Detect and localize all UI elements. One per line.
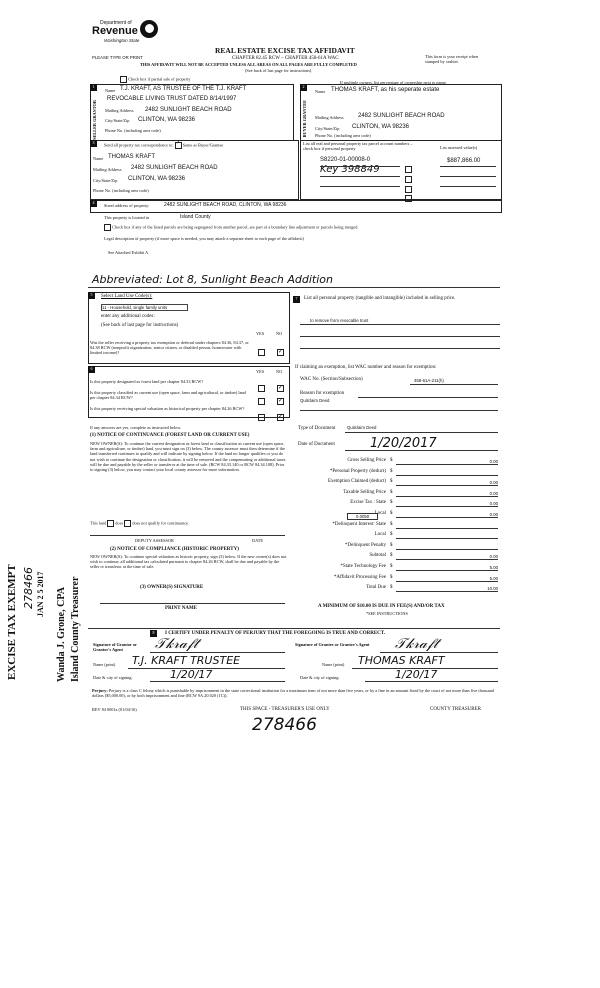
calc-row-label: Exemption Claimed (deduct) (327, 479, 386, 484)
deputy-assessor: DEPUTY ASSESSOR (135, 538, 174, 543)
calc-row-line (396, 538, 498, 539)
certify-statement: I CERTIFY UNDER PENALTY OF PERJURY THAT THE FOREGOING IS TRUE AND CORRECT. (165, 631, 386, 636)
personal-property-value[interactable]: to remove from revocable trust (310, 318, 369, 323)
reason-value[interactable]: Quitclaim Deed (300, 398, 330, 403)
legal-label: Legal description of property (if more space is needed, you may attach a separate sheet to each page of the affidavit) (104, 236, 304, 241)
calc-row-line (396, 464, 498, 465)
section-6-marker: 6 (88, 366, 95, 373)
location-section (90, 200, 502, 213)
q1-yes-checkbox[interactable] (258, 343, 265, 361)
land-qualify: This land does does not qualify for continuance. (90, 520, 190, 526)
legal-handwritten: Abbreviated: Lot 8, Sunlight Beach Addition (92, 273, 334, 286)
section-2-marker: 2 (300, 84, 307, 91)
parcel-header: List all real and personal property tax parcel account numbers – check box if personal property (303, 141, 413, 152)
stamp-name: Wanda J. Grone, CPA (56, 587, 67, 682)
county-treasurer: COUNTY TREASURER (430, 707, 481, 712)
notice-body: NEW OWNER(S): To continue the current designation as forest land or classification as current use (open space, farm and agriculture, or timber) land, you must sign on (3) below. The county assessor must then determine if the land transferred continues to qualify and will indicate by signing below. If the land no longer qualifies or you do not wish to continue the designation or classification, it will be removed and the compensating or additional taxes will be due and payable by the seller or transferor at the time of sale. (RCW 84.33.140 or RCW 84.34.108). Prior to signing (3) below, you may contact your local county assessor for more information. (90, 441, 286, 473)
corr-mail[interactable]: 2482 SUNLIGHT BEACH ROAD (131, 165, 218, 171)
calc-row-value[interactable]: 0.00 (489, 512, 498, 517)
same-as-buyer-checkbox[interactable] (175, 142, 182, 149)
land-use-select-label: Select Land Use Code(s): (101, 294, 153, 299)
stamp-number: 278466 (22, 567, 35, 609)
section-8-marker: 8 (150, 630, 157, 637)
calc-row-dollar: $ (390, 585, 393, 590)
calc-row-line (396, 485, 498, 486)
grantor-name[interactable]: T.J. KRAFT TRUSTEE (132, 654, 241, 667)
see-instructions: *SEE INSTRUCTIONS (366, 611, 408, 616)
grantee-signature[interactable]: 𝒯𝓀𝓇𝒶𝒻𝓉 (395, 636, 438, 652)
buyer-label: BUYER GRANTEE (302, 100, 307, 138)
if-yes-note: If any answers are yes, complete as instructed below. (90, 425, 182, 430)
calc-row-label: Taxable Selling Price (343, 490, 386, 495)
street-address[interactable]: 2482 SUNLIGHT BEACH ROAD, CLINTON, WA 98236 (164, 202, 287, 208)
dept-state: Washington State (104, 38, 140, 43)
form-warning: THIS AFFIDAVIT WILL NOT BE ACCEPTED UNLESS ALL AREAS ON ALL PAGES ARE FULLY COMPLETED (140, 62, 357, 67)
rev-number: REV 84 0001a (01/04/16) (92, 707, 137, 712)
wac-label: WAC No. (Section/Subsection) (300, 377, 363, 382)
does-checkbox[interactable] (107, 520, 114, 527)
calc-row-dollar: $ (390, 458, 393, 463)
calc-row-label: *Affidavit Processing Fee (333, 575, 386, 580)
section-1-marker: 1 (90, 84, 97, 91)
calc-row-line (396, 475, 498, 476)
stamp-exempt: EXCISE TAX EXEMPT (6, 564, 18, 680)
calc-row-line (396, 549, 498, 550)
calc-row-label: *Personal Property (deduct) (329, 469, 386, 474)
calc-row-line (396, 517, 498, 518)
calc-row-label: Gross Selling Price (347, 458, 386, 463)
grantor-name-label: Name (print) (93, 662, 116, 667)
section-7-marker: 7 (293, 296, 300, 303)
calc-row-line (396, 591, 498, 592)
q1-no-checkbox[interactable] (277, 343, 284, 361)
land-use-q3: Is this property classified as current use (open space, farm and agricultural, or timber) land per chapter 84.34 RCW? (90, 390, 246, 401)
calc-row-label: Local (374, 511, 386, 516)
calc-row-dollar: $ (390, 522, 393, 527)
calc-row-line (396, 496, 498, 497)
grantee-date[interactable]: 1/20/17 (395, 668, 438, 681)
seller-mail-label: Mailing Address (105, 108, 134, 113)
exemption-label: If claiming an exemption, list WAC number and reason for exemption: (295, 365, 437, 370)
local-rate[interactable]: 0.0050 (347, 513, 378, 520)
owner-signature: (3) OWNER(S) SIGNATURE (140, 585, 204, 590)
land-use-additional: enter any additional codes: (101, 314, 155, 319)
buyer-city[interactable]: CLINTON, WA 98236 (352, 124, 410, 130)
calc-row-label: *Delinquent Interest: State (332, 522, 386, 527)
calc-row-line (396, 528, 498, 529)
calc-row-dollar: $ (390, 511, 393, 516)
multiple-owners-note: If multiple owners, list percentage of ownership next to name. (340, 80, 447, 85)
boundary-note: Check box if any of the listed parcels are being segregated from another parcel, are part of a boundary line adjustment or parcels being merged. (104, 224, 504, 231)
partial-sale-checkbox[interactable] (120, 76, 127, 83)
does-not-checkbox[interactable] (124, 520, 131, 527)
grantee-date-label: Date & city of signing: (300, 675, 340, 680)
stamp-office: Island County Treasurer (70, 576, 81, 682)
q4-yes-checkbox[interactable] (258, 408, 265, 426)
calc-row-dollar: $ (390, 575, 393, 580)
q4-no-checkbox[interactable] (277, 408, 284, 426)
calc-row-value[interactable]: 0.00 (489, 480, 498, 485)
grantee-name-label: Name (print) (322, 662, 345, 667)
calc-row-dollar: $ (390, 500, 393, 505)
no-header-1: NO (276, 331, 283, 336)
seller-name-line1[interactable]: T.J. KRAFT, AS TRUSTEE OF THE T.J. KRAFT (120, 86, 247, 92)
doc-type[interactable]: Quitclaim Deed (347, 425, 377, 430)
treasurer-space: THIS SPACE - TREASURER'S USE ONLY (240, 707, 330, 712)
dept-small: Department of (100, 20, 132, 26)
please-type: PLEASE TYPE OR PRINT (92, 55, 143, 60)
deputy-date: DATE (252, 538, 263, 543)
calc-row-line (396, 506, 498, 507)
calc-row-label: Excise Tax : State (350, 500, 386, 505)
form-title: REAL ESTATE EXCISE TAX AFFIDAVIT (215, 46, 355, 55)
dept-big: Revenue (92, 25, 138, 37)
grantor-signature[interactable]: 𝒯𝓀𝓇𝒶𝒻𝓉 (155, 636, 198, 652)
grantor-sig-label: Signature of Grantor or Grantor's Agent (93, 642, 137, 653)
calc-row-label: *Delinquent Penalty (345, 543, 386, 548)
calc-row-label: Total Due (366, 585, 386, 590)
seller-city[interactable]: CLINTON, WA 98236 (138, 117, 196, 123)
calc-row-dollar: $ (390, 490, 393, 495)
corr-name[interactable]: THOMAS KRAFT (108, 154, 156, 160)
reason-label: Reason for exemption (300, 391, 345, 396)
calc-row-line (396, 581, 498, 582)
excise-stamp (4, 542, 104, 702)
seller-mail[interactable]: 2482 SUNLIGHT BEACH ROAD (145, 107, 232, 113)
buyer-phone-label: Phone No. (including area code) (315, 133, 371, 138)
grantee-sig-label: Signature of Grantee or Grantee's Agent (295, 642, 370, 647)
doc-date-label: Date of Document (298, 442, 335, 447)
calc-row-label: Subtotal (369, 553, 386, 558)
parcel-number[interactable]: S8220-01-00008-0 (320, 157, 371, 163)
calc-row-line (396, 570, 498, 571)
buyer-name[interactable]: THOMAS KRAFT, as his seperate estate (331, 87, 440, 93)
buyer-name-label: Name (315, 89, 326, 94)
grantee-name[interactable]: THOMAS KRAFT (358, 654, 445, 667)
corr-mail-label: Mailing Address (93, 167, 122, 172)
seller-name-line2[interactable]: REVOCABLE LIVING TRUST DATED 8/14/1997 (107, 96, 237, 102)
yes-header-1: YES (256, 331, 265, 336)
land-use-q2: Is this property designated as forest land per chapter 84.33 RCW? (90, 379, 204, 384)
section-3-marker: 3 (90, 140, 97, 147)
calc-row-line (396, 559, 498, 560)
buyer-mail[interactable]: 2482 SUNLIGHT BEACH ROAD (358, 113, 445, 119)
calc-row-value[interactable]: 0.00 (489, 501, 498, 506)
calc-row-dollar: $ (390, 479, 393, 484)
doc-type-label: Type of Document (298, 426, 336, 431)
county[interactable]: Island County (180, 214, 211, 220)
buyer-mail-label: Mailing Address (315, 115, 344, 120)
section-5-marker: 5 (88, 292, 95, 299)
calc-row-value[interactable]: 5.00 (489, 576, 498, 581)
seller-phone-label: Phone No. (including area code) (105, 128, 161, 133)
calc-row-value[interactable]: 5.00 (489, 565, 498, 570)
land-use-code[interactable]: 11 - Household, single family units (101, 304, 188, 311)
partial-sale: Check box if partial sale of property (120, 76, 190, 83)
minimum-due: A MINIMUM OF $10.00 IS DUE IN FEE(S) AND/OR TAX (318, 604, 445, 609)
notice-title: (1) NOTICE OF CONTINUANCE (FOREST LAND OR CURRENT USE) (90, 433, 250, 438)
grantor-date-label: Date & city of signing: (93, 675, 133, 680)
land-use-q4: Is this property receiving special valuation as historical property per chapter 84.26 RCW? (90, 406, 245, 411)
receipt-note: This form is your receipt when stamped by cashier. (425, 54, 479, 65)
calc-row-label: Local (374, 532, 386, 537)
calc-row-value[interactable]: 0.00 (489, 459, 498, 464)
calc-row-value[interactable]: 0.00 (489, 491, 498, 496)
seller-name-label: Name (105, 88, 116, 93)
seller-city-label: City/State/Zip (105, 118, 130, 123)
parcel-key: Key 398849 (320, 164, 380, 175)
doc-date[interactable]: 1/20/2017 (370, 436, 437, 451)
print-name: PRINT NAME (165, 606, 197, 611)
correspondence-label: Send all property tax correspondence to: ✓ Same as Buyer/Grantee (104, 142, 223, 149)
corr-name-label: Name (93, 156, 104, 161)
buyer-city-label: City/State/Zip (315, 126, 340, 131)
form-chapter: CHAPTER 82.45 RCW – CHAPTER 458-61A WAC (232, 56, 339, 61)
street-label: Street address of property: (104, 203, 150, 208)
stamp-date: JAN 2 5 2017 (36, 571, 45, 617)
calc-row-label: *State Technology Fee (340, 564, 386, 569)
calc-row-dollar: $ (390, 553, 393, 558)
calc-row-value[interactable]: 0.00 (489, 554, 498, 559)
seller-label: SELLER GRANTOR (92, 100, 97, 140)
parcel-value-header: List assessed value(s) (440, 145, 478, 150)
yes-header-2: YES (256, 369, 265, 374)
see-back-note: (See back of last page for instructions) (245, 68, 312, 73)
calc-row-dollar: $ (390, 532, 393, 537)
corr-city[interactable]: CLINTON, WA 98236 (128, 176, 186, 182)
exhibit-note: See Attached Exhibit A (108, 250, 149, 255)
receipt-number-handwritten: 278466 (252, 715, 317, 735)
calc-row-dollar: $ (390, 543, 393, 548)
perjury-statement: Perjury: Perjury is a class C felony which is punishable by imprisonment in the state correctional institution for a maximum term of not more than five years, or by a fine in an amount fixed by the court of not more than five thousand dollars ($5,000.00), or by both imprisonment and fine (RCW 9A.20.020 (1C)). (92, 688, 494, 699)
department-logo (92, 18, 162, 48)
no-header-2: NO (276, 369, 283, 374)
grantor-date[interactable]: 1/20/17 (170, 668, 213, 681)
land-use-see-back: (See back of last page for instructions) (101, 323, 179, 328)
revenue-logo-icon (140, 20, 158, 38)
boundary-checkbox[interactable] (104, 224, 111, 231)
calc-row-dollar: $ (390, 469, 393, 474)
historic-title: (2) NOTICE OF COMPLIANCE (HISTORIC PROPERTY) (110, 547, 239, 552)
parcel-value[interactable]: $887,866.00 (447, 158, 481, 164)
corr-city-label: City/State/Zip (93, 178, 118, 183)
located-label: This property is located in (104, 215, 150, 220)
calc-row-value[interactable]: 10.00 (487, 586, 498, 591)
land-use-q1: Was the seller receiving a property tax exemption or deferral under chapters 84.36, 84.37, or 84.38 RCW (nonprofit organization, senior citizen, or disabled person, homeowner with limited income)? (90, 340, 249, 356)
corr-phone-label: Phone No. (including area code) (93, 188, 149, 193)
historic-body: NEW OWNER(S): To continue special valuation as historic property, sign (3) below. If the new owner(s) does not wish to continue, all additional tax calculated pursuant to chapter 84.26 RCW, shall be due and payable by the seller or transferor at the time of sale. (90, 554, 287, 570)
wac-number[interactable]: 458-61A-211(h) (414, 378, 444, 383)
calc-row-dollar: $ (390, 564, 393, 569)
personal-property-label: List all personal property (tangible and intangible) included in selling price. (304, 296, 456, 301)
section-4-marker: 4 (90, 200, 97, 207)
